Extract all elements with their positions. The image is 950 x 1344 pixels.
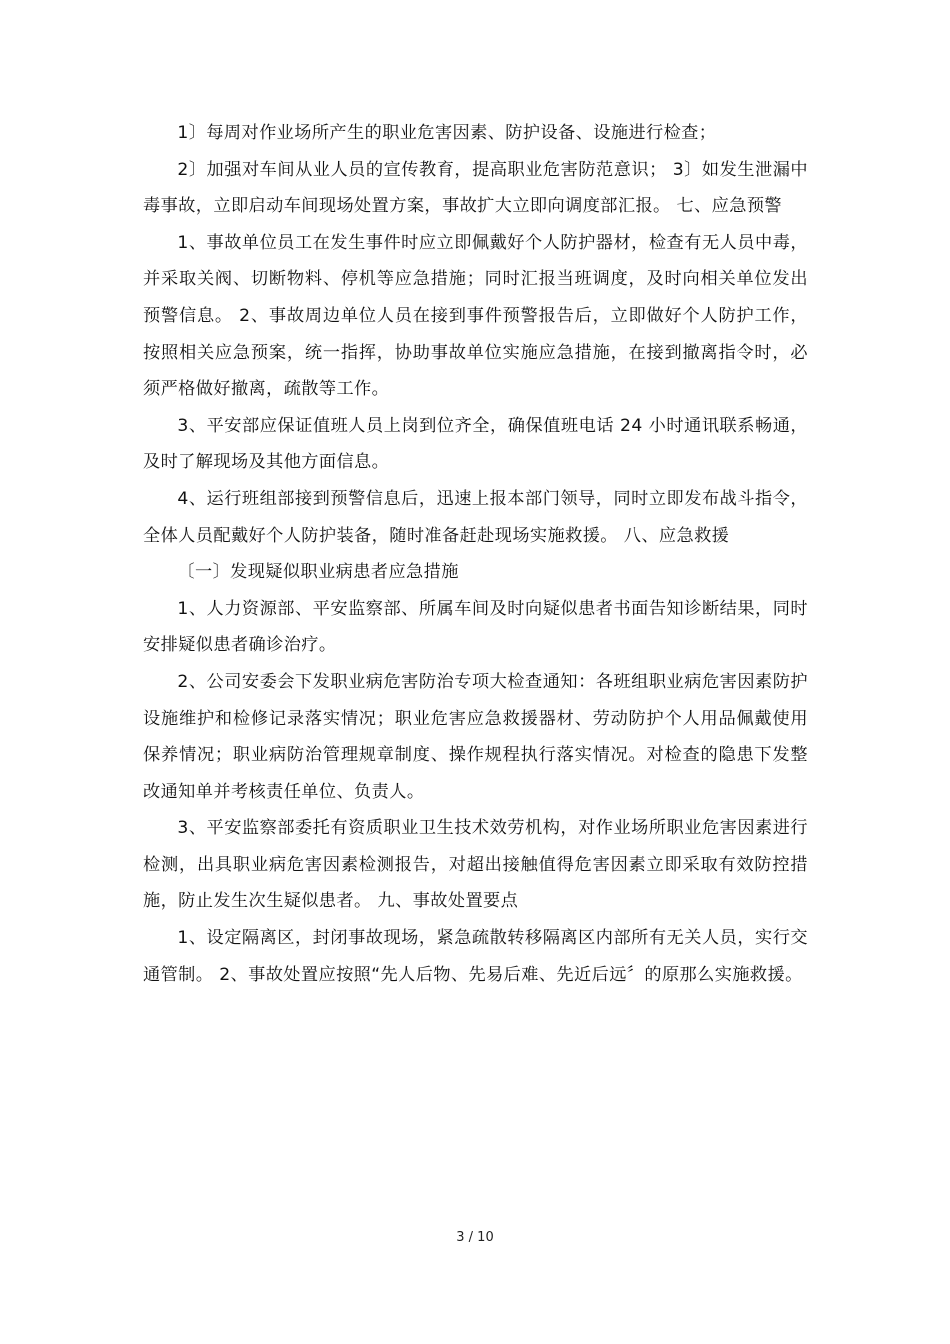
paragraph-5: 4、运行班组部接到预警信息后，迅速上报本部门领导，同时立即发布战斗指令，全体人员配戴好个人防护装备，随时准备赶赴现场实施救援。 八、应急救援: [143, 488, 808, 546]
paragraph-4: 3、平安部应保证值班人员上岗到位齐全，确保值班电话 24 小时通讯联系畅通，及时了解现场及其他方面信息。: [143, 415, 808, 473]
section-heading-1: 〔一〕发现疑似职业病患者应急措施: [177, 562, 459, 583]
paragraph-1: 1〕每周对作业场所产生的职业危害因素、防护设备、设施进行检查；: [177, 123, 717, 143]
paragraph-3: 1、事故单位员工在发生事件时应立即佩戴好个人防护器材，检查有无人员中毒，并采取关阀、切断物料、停机等应急措施；同时汇报当班调度，及时向相关单位发出预警信息。 2、事故周边单位人员在接到事件预警报告后，立即做好个人防护工作，按照相关应急预案，统一指挥，协助事故单位实施应急措施，在接到撤离指令时，必须严格做好撤离，疏散等工作。: [143, 232, 808, 400]
paragraph-2: 2〕加强对车间从业人员的宣传教育，提高职业危害防范意识； 3〕如发生泄漏中毒事故，立即启动车间现场处置方案，事故扩大立即向调度部汇报。 七、应急预警: [143, 159, 808, 217]
page-number: 3 / 10: [456, 1230, 494, 1245]
paragraph-7: 1、人力资源部、平安监察部、所属车间及时向疑似患者书面告知诊断结果，同时安排疑似患者确诊治疗。: [143, 598, 808, 656]
document-body: [143, 115, 808, 993]
paragraph-9: 3、平安监察部委托有资质职业卫生技术效劳机构，对作业场所职业危害因素进行检测，出具职业病危害因素检测报告，对超出接触值得危害因素立即采取有效防控措施，防止发生次生疑似患者。 九、事故处置要点: [143, 818, 808, 912]
paragraph-8: 2、公司安委会下发职业病危害防治专项大检查通知：各班组职业病危害因素防护设施维护和检修记录落实情况；职业危害应急救援器材、劳动防护个人用品佩戴使用保养情况；职业病防治管理规章制度、操作规程执行落实情况。对检查的隐患下发整改通知单并考核责任单位、负责人。: [143, 671, 808, 802]
paragraph-10: 1、设定隔离区，封闭事故现场，紧急疏散转移隔离区内部所有无关人员，实行交通管制。 2、事故处置应按照“先人后物、先易后难、先近后远〞的原那么实施救援。: [143, 928, 808, 985]
